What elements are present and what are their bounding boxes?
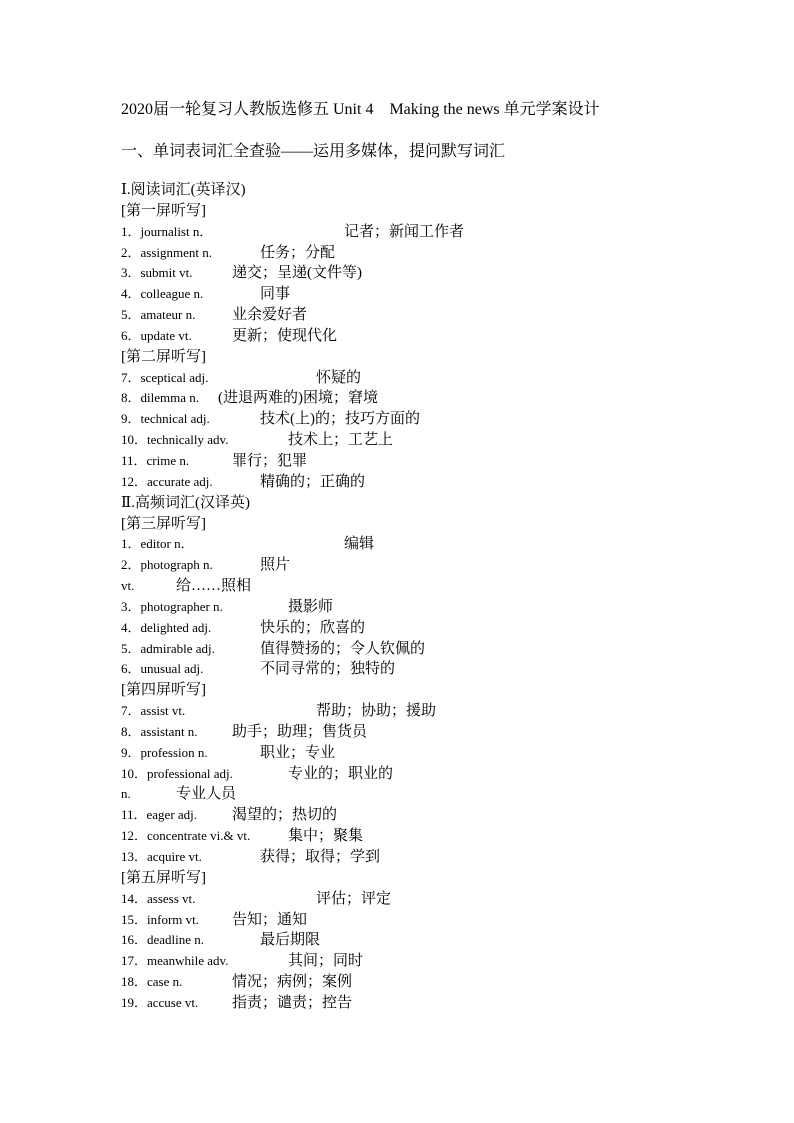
vocab-meaning: 其间；同时 <box>288 953 364 970</box>
vocab-meaning: 助手；助理；售货员 <box>232 723 368 740</box>
vocabulary-list <box>121 180 761 1014</box>
vocab-word: 5．amateur n. <box>121 307 196 323</box>
vocab-word: 8．dilemma n. <box>121 390 199 406</box>
vocab-item <box>121 388 761 409</box>
vocab-word: 11．crime n. <box>121 452 190 468</box>
vocab-item <box>121 951 761 972</box>
vocab-word: 18．case n. <box>121 974 183 990</box>
vocab-item <box>121 222 761 243</box>
vocab-word: 19．accuse vt. <box>121 994 199 1010</box>
vocab-meaning: 精确的；正确的 <box>260 473 366 490</box>
vocab-meaning: 业余爱好者 <box>232 307 308 324</box>
vocab-word: 6．unusual adj. <box>121 661 204 677</box>
vocab-meaning: 同事 <box>260 286 291 303</box>
vocab-item <box>121 243 761 264</box>
vocab-item <box>121 305 761 326</box>
vocab-meaning: 任务；分配 <box>260 244 336 261</box>
vocab-word: 4．colleague n. <box>121 286 204 302</box>
vocab-word: 10．professional adj. <box>121 765 233 781</box>
vocab-word: 10．technically adv. <box>121 432 229 448</box>
vocab-meaning: 专业人员 <box>176 786 237 803</box>
vocab-item <box>121 576 761 597</box>
vocab-meaning: 获得；取得；学到 <box>260 849 381 865</box>
vocab-meaning: 快乐的；欣喜的 <box>260 619 366 636</box>
vocab-item <box>121 930 761 951</box>
vocab-word: 4．delighted adj. <box>121 619 212 635</box>
vocab-item <box>121 993 761 1014</box>
vocab-word: 16．deadline n. <box>121 932 205 948</box>
vocab-meaning: 职业；专业 <box>260 744 336 761</box>
vocab-meaning: 摄影师 <box>288 598 334 615</box>
vocab-meaning: 罪行；犯罪 <box>232 452 308 469</box>
vocab-word: 11．eager adj. <box>121 807 198 823</box>
vocab-item <box>121 743 761 764</box>
vocab-item <box>121 910 761 931</box>
vocab-meaning: 指责；谴责；控告 <box>232 994 353 1011</box>
subsection-heading-reading: Ⅰ.阅读词汇(英译汉) <box>121 182 246 198</box>
screen-label-1: [第一屏听写] <box>121 202 206 219</box>
vocab-item <box>121 472 761 493</box>
vocab-meaning: 不同寻常的；独特的 <box>260 661 396 678</box>
vocab-item <box>121 326 761 347</box>
vocab-meaning: 照片 <box>260 557 291 574</box>
vocab-word: 6．update vt. <box>121 327 192 343</box>
vocab-meaning: 给……照相 <box>176 578 252 595</box>
vocab-meaning: 递交；呈递(文件等) <box>232 265 362 282</box>
vocab-item <box>121 701 761 722</box>
vocab-item <box>121 805 761 826</box>
screen-label-5: [第五屏听写] <box>121 869 206 886</box>
vocab-item <box>121 764 761 785</box>
vocab-item <box>121 847 761 868</box>
vocab-meaning: 技术上；工艺上 <box>288 432 394 449</box>
document-title: 2020届一轮复习人教版选修五 Unit 4 Making the news 单元学案设计 <box>121 101 600 118</box>
vocab-word: n. <box>121 786 131 802</box>
vocab-meaning: 记者；新闻工作者 <box>344 223 465 240</box>
vocab-item <box>121 555 761 576</box>
vocab-item <box>121 263 761 284</box>
vocab-meaning: 值得赞扬的；令人钦佩的 <box>260 640 426 657</box>
screen-label-2: [第二屏听写] <box>121 348 206 365</box>
vocab-meaning: (进退两难的)困境；窘境 <box>218 390 378 407</box>
vocab-word: 5．admirable adj. <box>121 640 215 656</box>
vocab-item <box>121 972 761 993</box>
vocab-item <box>121 784 761 805</box>
vocab-item <box>121 826 761 847</box>
vocab-meaning: 怀疑的 <box>316 369 362 386</box>
vocab-word: 13．acquire vt. <box>121 849 202 864</box>
vocab-item <box>121 597 761 618</box>
vocab-item <box>121 639 761 660</box>
vocab-item <box>121 451 761 472</box>
vocab-word: 12．concentrate vi.& vt. <box>121 828 251 844</box>
section-heading: 一、单词表词汇全查验——运用多媒体，提问默写词汇 <box>121 143 506 160</box>
vocab-word: 12．accurate adj. <box>121 473 213 489</box>
vocab-meaning: 帮助；协助；援助 <box>316 703 437 720</box>
subsection-heading-frequent: Ⅱ.高频词汇(汉译英) <box>121 494 250 511</box>
vocab-word: 1．journalist n． <box>121 223 213 239</box>
vocab-word: 8．assistant n. <box>121 723 198 739</box>
vocab-meaning: 情况；病例；案例 <box>232 974 353 991</box>
vocab-item <box>121 368 761 389</box>
screen-label-3: [第三屏听写] <box>121 515 206 532</box>
vocab-word: 14．assess vt. <box>121 890 196 906</box>
vocab-word: 3．photographer n. <box>121 598 223 614</box>
vocab-word: 7．assist vt. <box>121 703 186 719</box>
vocab-word: 9．technical adj. <box>121 411 210 427</box>
vocab-item <box>121 534 761 555</box>
vocab-meaning: 技术(上)的；技巧方面的 <box>260 411 420 428</box>
vocab-item <box>121 722 761 743</box>
vocab-word: 7．sceptical adj. <box>121 369 209 385</box>
vocab-item <box>121 409 761 430</box>
vocab-item <box>121 618 761 639</box>
vocab-word: 2．photograph n. <box>121 557 213 573</box>
vocab-meaning: 告知；通知 <box>232 911 308 928</box>
vocab-item <box>121 284 761 305</box>
vocab-word: 2．assignment n. <box>121 244 212 260</box>
vocab-word: vt. <box>121 578 135 594</box>
vocab-item <box>121 659 761 680</box>
vocab-meaning: 集中；聚集 <box>288 828 364 845</box>
vocab-item <box>121 430 761 451</box>
vocab-word: 17．meanwhile adv. <box>121 953 229 969</box>
vocab-meaning: 最后期限 <box>260 932 321 949</box>
vocab-meaning: 评估；评定 <box>316 890 392 907</box>
vocab-meaning: 渴望的；热切的 <box>232 807 338 824</box>
vocab-meaning: 编辑 <box>344 536 375 553</box>
vocab-item <box>121 889 761 910</box>
vocab-word: 1．editor n． <box>121 536 194 552</box>
vocab-word: 15．inform vt. <box>121 911 199 927</box>
vocab-word: 3．submit vt. <box>121 265 193 281</box>
screen-label-4: [第四屏听写] <box>121 682 206 699</box>
vocab-meaning: 更新；使现代化 <box>232 327 338 344</box>
vocab-word: 9．profession n. <box>121 744 208 760</box>
vocab-meaning: 专业的；职业的 <box>288 765 394 782</box>
